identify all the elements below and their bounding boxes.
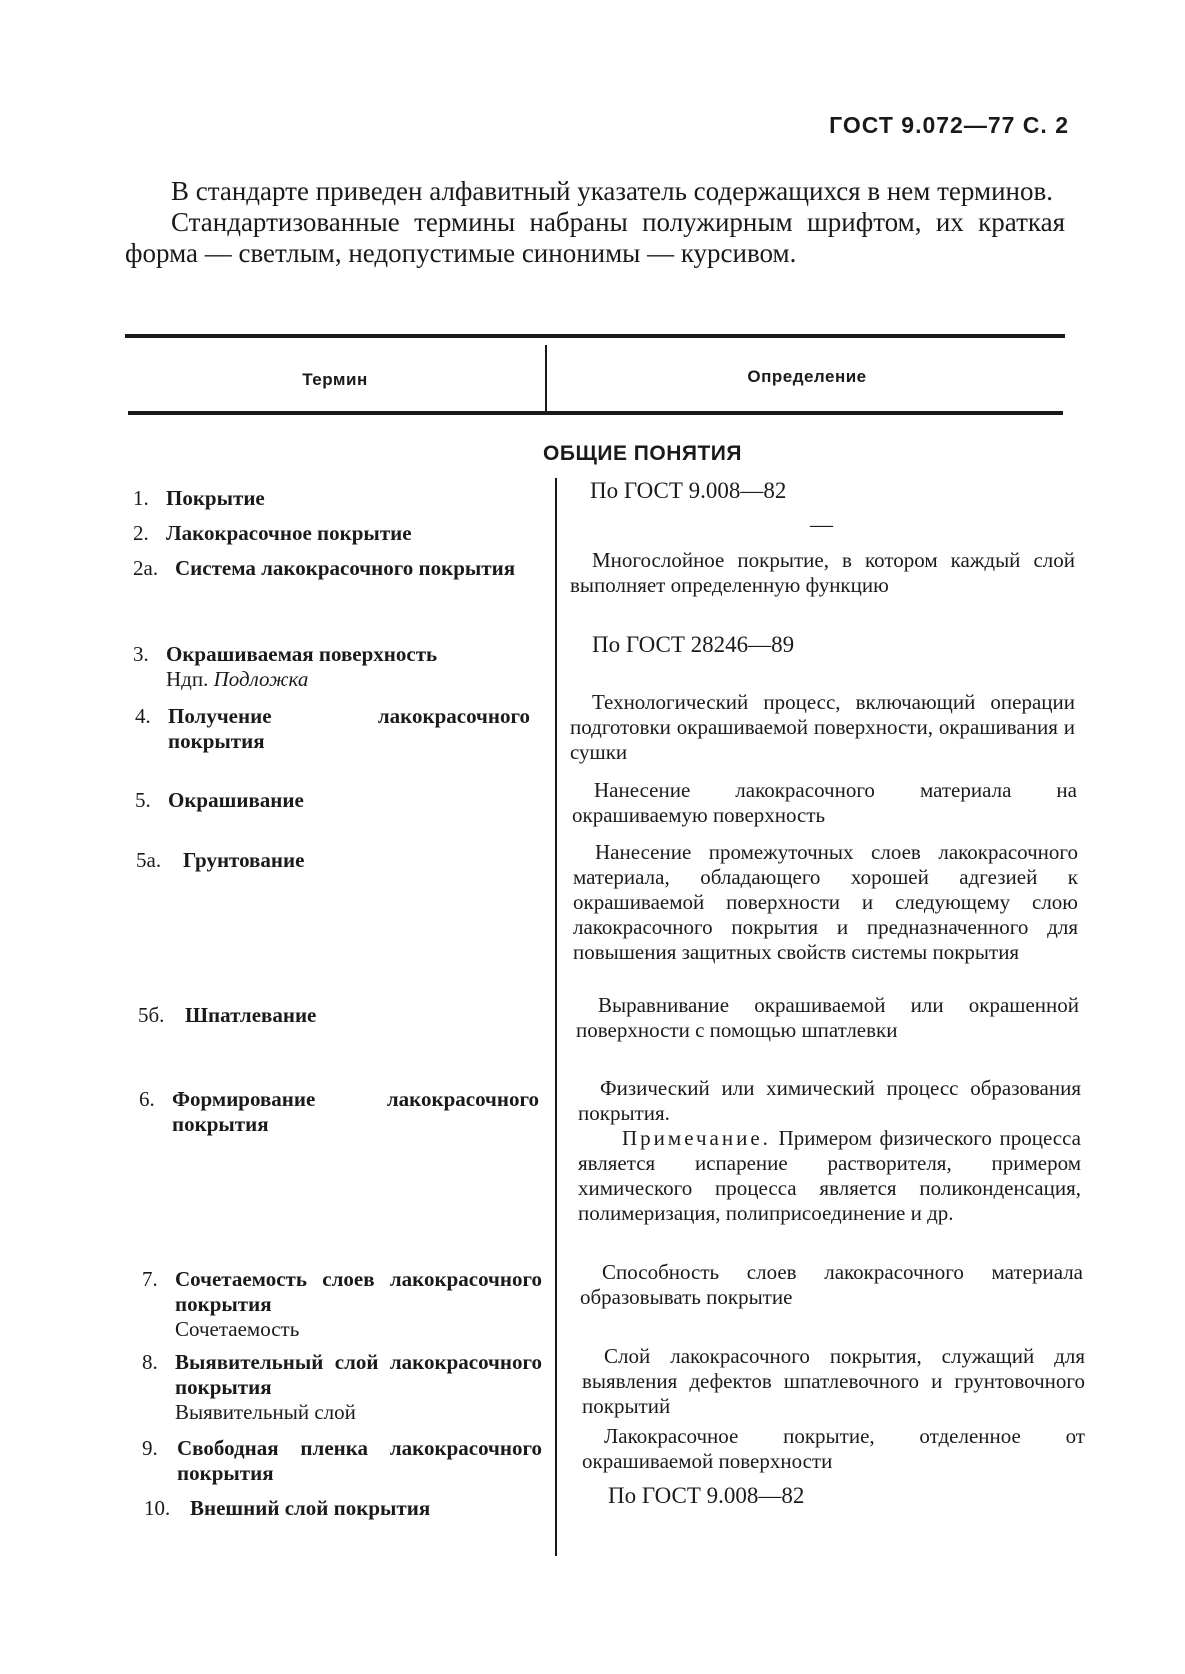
- term-5: 5. Окрашивание: [135, 788, 304, 812]
- note-text: Примером физического процесса является испарение растворителя, примером химического процесса является поликонденсация, полимеризация, полиприсоединение и др.: [578, 1126, 1082, 1225]
- definition-6: Физический или химический процесс образования покрытия. Примечание. Примером физического процесса является испарение растворителя, примером химического процесса является поликонденсация, полимеризация, полиприсоединение и др.: [578, 1076, 1082, 1225]
- column-header-definition: Определение: [747, 367, 867, 386]
- intro-text: [125, 176, 1065, 269]
- definition-5a: Нанесение промежуточных слоев лакокрасочного материала, обладающего хорошей адгезией к окрашиваемой поверхности и следующему слою лакокрасочного покрытия и предназначенного для повышения защитных свойств системы покрытия: [573, 840, 1078, 964]
- definition-4: Технологический процесс, включающий операции подготовки окрашиваемой поверхности, окрашивания и сушки: [570, 690, 1075, 764]
- term-6: 6. Формирование лакокрасочного покрытия: [139, 1087, 539, 1136]
- definition-1: По ГОСТ 9.008—82: [590, 478, 787, 503]
- term-8: 8. Выявительный слой лакокрасочного покрытия Выявительный слой: [142, 1350, 542, 1424]
- page-header: ГОСТ 9.072—77 С. 2: [829, 112, 1069, 138]
- definition-5: Нанесение лакокрасочного материала на окрашиваемую поверхность: [572, 778, 1077, 827]
- intro-paragraph-1: В стандарте приведен алфавитный указатель содержащихся в нем терминов.: [171, 176, 1053, 206]
- column-divider-body: [555, 478, 557, 1556]
- term-4: 4. Получение лакокрасочного покрытия: [135, 704, 530, 753]
- definition-2: —: [810, 512, 833, 537]
- term-2: 2. Лакокрасочное покрытие: [133, 521, 412, 545]
- term-7: 7. Сочетаемость слоев лакокрасочного покрытия Сочетаемость: [142, 1267, 542, 1341]
- term-1: 1. Покрытие: [133, 486, 265, 510]
- definition-7: Способность слоев лакокрасочного материала образовывать покрытие: [580, 1260, 1083, 1309]
- intro-paragraph-2: Стандартизованные термины набраны полужирным шрифтом, их краткая форма — светлым, недопустимые синонимы — курсивом.: [125, 207, 1065, 268]
- column-header-term: Термин: [302, 370, 368, 389]
- definition-10: По ГОСТ 9.008—82: [608, 1483, 805, 1508]
- definition-9: Лакокрасочное покрытие, отделенное от окрашиваемой поверхности: [582, 1424, 1085, 1473]
- term-10: 10. Внешний слой покрытия: [144, 1496, 431, 1520]
- table-head-rule: [128, 411, 1063, 415]
- term-3: 3. Окрашиваемая поверхность Ндп. Подложка: [133, 642, 438, 691]
- definition-3: По ГОСТ 28246—89: [592, 632, 795, 657]
- term-5a: 5а. Грунтование: [136, 848, 305, 872]
- term-2a: 2а. Система лакокрасочного покрытия: [133, 556, 516, 580]
- section-title: ОБЩИЕ ПОНЯТИЯ: [543, 442, 742, 465]
- term-9: 9. Свободная пленка лакокрасочного покрытия: [142, 1436, 542, 1485]
- definition-2a: Многослойное покрытие, в котором каждый слой выполняет определенную функцию: [570, 548, 1075, 597]
- table-top-rule: [125, 334, 1065, 338]
- note-label: Примечание.: [622, 1126, 771, 1150]
- definition-8: Слой лакокрасочного покрытия, служащий для выявления дефектов шпатлевочного и грунтовочного покрытий: [582, 1344, 1085, 1418]
- definition-5b: Выравнивание окрашиваемой или окрашенной поверхности с помощью шпатлевки: [576, 993, 1079, 1042]
- term-5b: 5б. Шпатлевание: [138, 1003, 317, 1027]
